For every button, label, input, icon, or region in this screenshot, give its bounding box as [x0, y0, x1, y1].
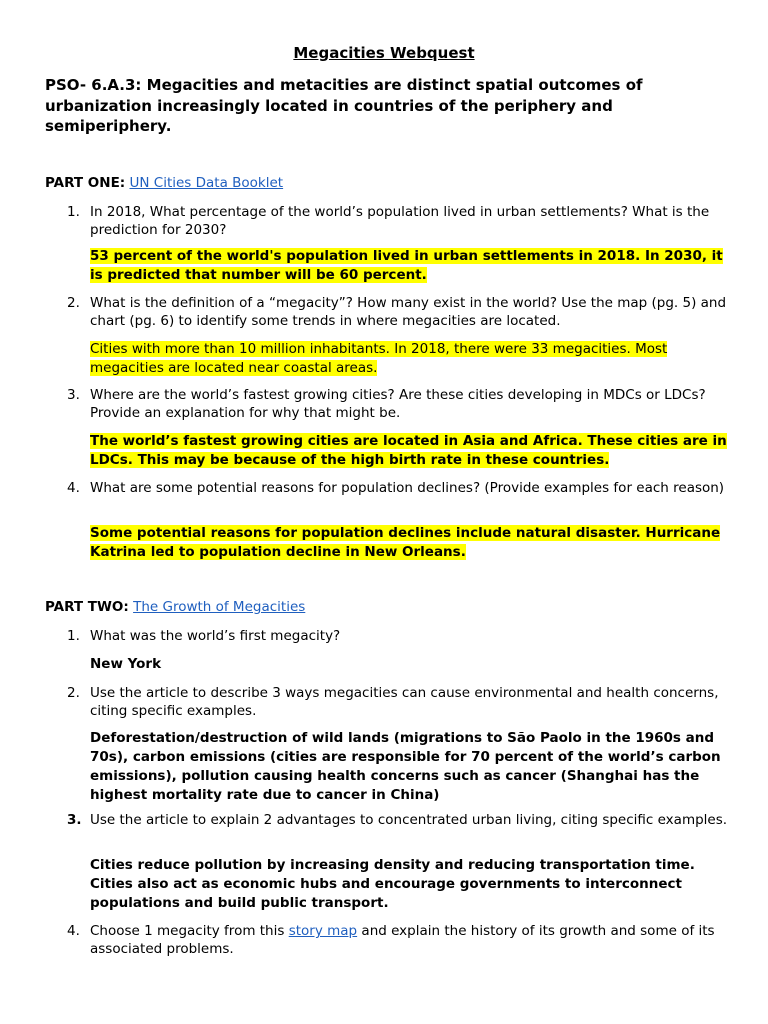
answer-highlight: The world’s fastest growing cities are located in Asia and Africa. These cities are in LDCs. This may be because of the high birth rate in these countries. — [90, 433, 727, 468]
answer-highlight: Cities with more than 10 million inhabitants. In 2018, there were 33 megacities. Most megacities are located near coastal areas. — [90, 341, 668, 376]
answer-text: New York — [90, 656, 162, 672]
un-cities-data-booklet-link[interactable]: UN Cities Data Booklet — [129, 175, 284, 191]
part-one-label: PART ONE: — [45, 175, 126, 191]
question-number: 1. — [67, 628, 80, 644]
question-number: 3. — [67, 387, 80, 403]
question-text: Use the article to describe 3 ways megacities can cause environmental and health concerns, citing specific examples. — [90, 685, 719, 719]
question-text: What was the world’s first megacity? — [90, 628, 341, 644]
question-text: What are some potential reasons for population declines? (Provide examples for each reason) — [90, 480, 725, 496]
answer-text — [90, 524, 735, 562]
question-number: 3. — [67, 812, 82, 828]
answer-text — [90, 432, 735, 470]
answer-text: Cities reduce pollution by increasing density and reducing transportation time. Cities also act as economic hubs and encourage governments to interconnect populations and build public transport. — [90, 857, 695, 911]
answer-highlight: 53 percent of the world's population lived in urban settlements in 2018. In 2030, it is predicted that number will be 60 percent. — [90, 248, 723, 283]
growth-of-megacities-link[interactable]: The Growth of Megacities — [133, 599, 306, 615]
question-text-before: Choose 1 megacity from this — [90, 923, 289, 939]
document-title: Megacities Webquest — [293, 44, 475, 62]
question-text-after: and explain the history of its growth and some of its associated problems. — [90, 923, 715, 957]
question-text — [90, 922, 730, 958]
standard-statement: PSO- 6.A.3: Megacities and metacities are distinct spatial outcomes of urbanization increasingly located in countries of the periphery and semiperiphery. — [45, 76, 643, 135]
question-text: Use the article to explain 2 advantages to concentrated urban living, citing specific examples. — [90, 812, 728, 828]
question-number: 2. — [67, 295, 80, 311]
part-one-heading — [45, 174, 283, 192]
answer-text — [90, 340, 735, 378]
question-number: 4. — [67, 480, 80, 496]
story-map-link[interactable]: story map — [288, 923, 358, 939]
answer-text — [90, 247, 735, 285]
question-text: In 2018, What percentage of the world’s population lived in urban settlements? What is the prediction for 2030? — [90, 204, 710, 238]
question-number: 4. — [67, 923, 80, 939]
answer-text: Deforestation/destruction of wild lands (migrations to São Paolo in the 1960s and 70s), carbon emissions (cities are responsible for 70 percent of the world’s carbon emissions), pollution causing health concerns such as cancer (Shanghai has the highest mortality rate due to cancer in China) — [90, 730, 721, 803]
answer-highlight: Some potential reasons for population declines include natural disaster. Hurricane Katrina led to population decline in New Orleans. — [90, 525, 721, 560]
question-number: 2. — [67, 685, 80, 701]
part-two-heading — [45, 598, 305, 616]
question-text: Where are the world’s fastest growing cities? Are these cities developing in MDCs or LDCs? Provide an explanation for why that might be. — [90, 387, 706, 421]
question-text: What is the definition of a “megacity”? How many exist in the world? Use the map (pg. 5) and chart (pg. 6) to identify some trends in where megacities are located. — [90, 295, 727, 329]
part-two-label: PART TWO: — [45, 599, 129, 615]
question-number: 1. — [67, 204, 80, 220]
